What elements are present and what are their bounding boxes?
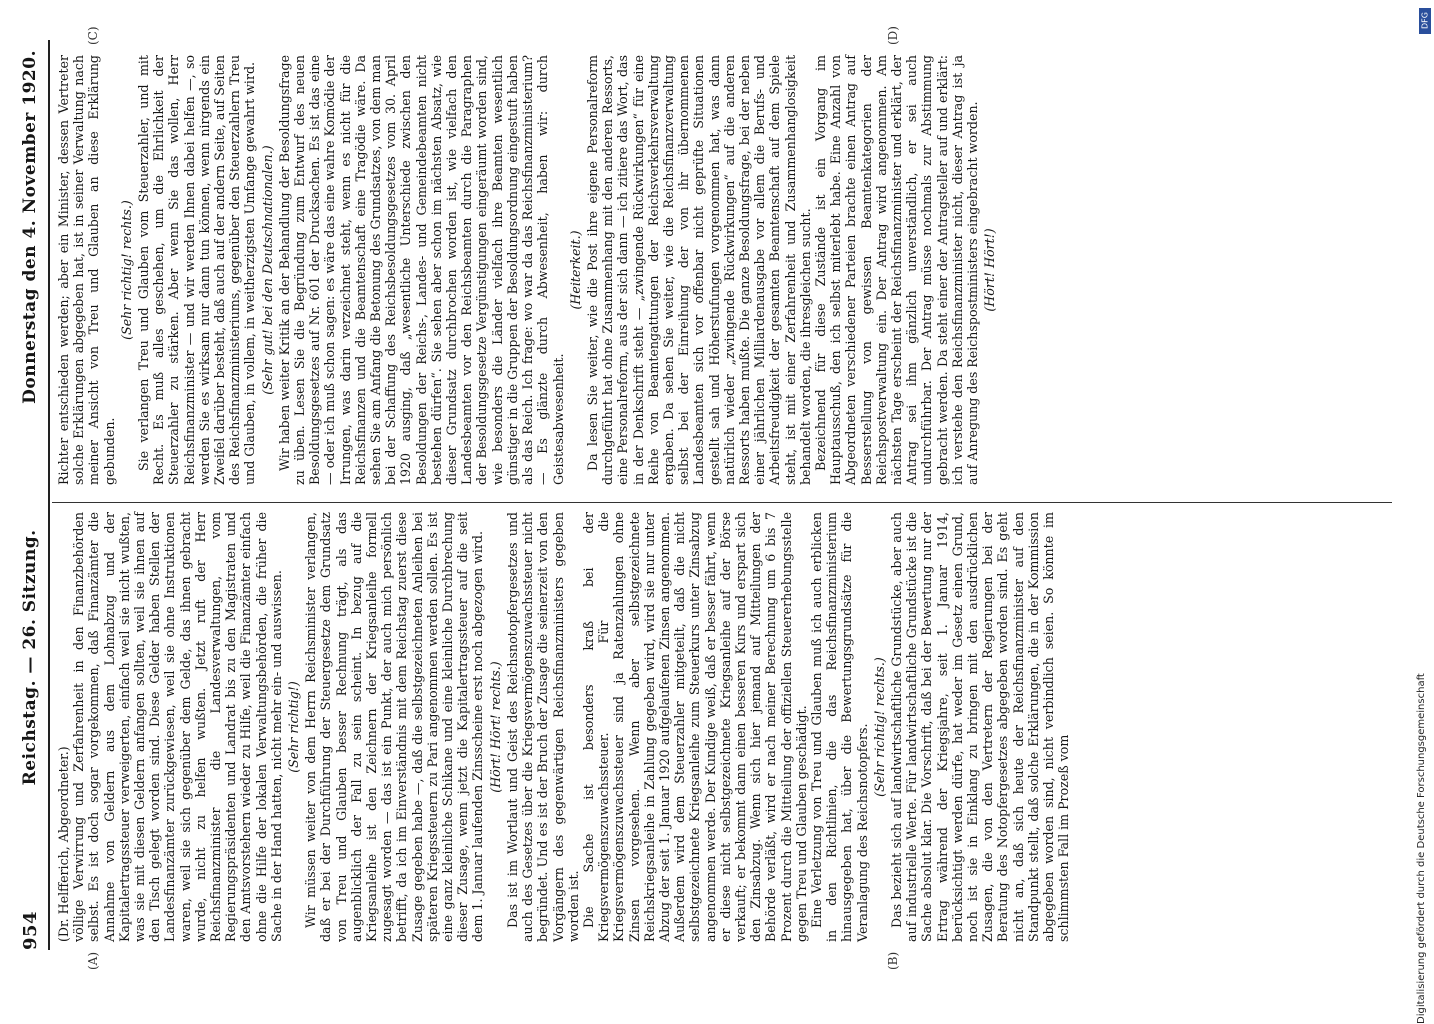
interjection: (Sehr richtig! rechts.)	[118, 200, 134, 340]
margin-letter-b: (B)	[886, 951, 900, 970]
paragraph: Da lesen Sie weiter, wie die Post ihre eigene Personalreform durchgeführt hat ohne Zusammenhang mit den anderen Ressorts, eine Personalreform, aus der sich dann — ich zitiere das Wort, das in der Denkschrift steht — „zwingende Rückwirkungen“ für eine Reihe von Beamtengattungen der Reichsverkehrsverwaltung ergaben. Da sehen Sie weiter, wie die Reichsfinanzverwaltung selbst bei der Einreihung der von ihr übernommenen Landesbeamten sich vor offenbar nicht geprüfte Situationen gestellt sah und Höherstufungen vorgenommen hat, was dann natürlich wieder „zwingende Rückwirkungen“ auf die anderen Ressorts haben mußte. Die ganze Besoldungsfrage, bei der neben einer jährlichen Milliardenausgabe vor allem die Berufs- und Arbeitsfreudigkeit der gesamten Beamtenschaft auf dem Spiele steht, ist mit einer Zerfahrenheit und Zusammenhanglosigkeit behandelt worden, die ihresgleichen sucht.	[584, 55, 813, 485]
paragraph: Wir haben weiter Kritik an der Behandlung der Besoldungsfrage zu üben. Lesen Sie die Begründung zum Entwurf des neuen Besoldungsgesetzes auf Nr. 601 der Drucksachen. Es ist das eine — oder ich muß schon sagen: es wäre das eine wahre Komödie der Irrungen, was darin verzeichnet steht, wenn es nicht für die Reichsfinanzen und die Beamtenschaft eine Tragödie wäre. Da sehen Sie am Anfang die Betonung des Grundsatzes, von dem man bei der Schaffung des Reichsbesoldungsgesetzes vom 30. April 1920 ausging, daß „wesentliche Unterschiede zwischen den Besoldungen der Reichs-, Landes- und Gemeindebeamten nicht bestehen dürfen“. Sie sehen aber schon im nächsten Absatz, wie dieser Grundsatz durchbrochen worden ist, wie vielfach den Landesbeamten vor den Reichsbeamten durch die Paragraphen der Besoldungsgesetze Vergünstigungen eingeräumt worden sind, wie besonders die Länder vielfach ihre Beamten wesentlich günstiger in die Gruppen der Besoldungsordnung eingestuft haben als das Reich. Ich frage: wo war da das Reichsfinanzministerium? — Es glänzte durch Abwesenheit, haben wir: durch Geistesabwesenheit.	[276, 55, 566, 485]
interjection: (Sehr gut! bei den Deutschnationalen.)	[259, 145, 275, 395]
interjection: (Sehr richtig! rechts.)	[871, 657, 887, 797]
session-date: Donnerstag den 4. November 1920.	[20, 50, 40, 404]
margin-letter-c: (C)	[86, 26, 100, 45]
paragraph: Wir müssen weiter von dem Herrn Reichsminister verlangen, daß er bei der Durchführung der Steuergesetze dem Grundsatz von Treu und Glauben besser Rechnung trägt, als das augenblicklich der Fall zu sein scheint. In bezug auf die Kriegsanleihe ist den Zeichnern der Kriegsanleihe formell zugesagt worden — das ist ein Punkt, der auch mich persönlich betrifft, da ich im Einverständnis mit dem Reichstag zuerst diese Zusage gegeben habe —, daß die selbstgezeichneten Anleihen bei späteren Kriegssteuern zu Pari angenommen werden sollen. Es ist eine ganz kleinliche Schikane und eine kleinliche Durchbrechung dieser Zusage, wenn jetzt die Kapitalertragssteuer auf die seit dem 1. Januar laufenden Zinsscheine erst noch abgezogen wird.	[303, 512, 486, 942]
interjection: (Sehr richtig!)	[286, 681, 302, 773]
paragraph: Bezeichnend für diese Zustände ist ein Vorgang im Hauptausschuß, den ich selbst miterlebt habe. Eine Anzahl von Abgeordneten verschiedener Parteien brachte einen Antrag auf Besserstellung von gewissen Beamtenkategorien der Reichspostverwaltung ein. Der Antrag wird angenommen. Am nächsten Tage erscheint der Reichsfinanzminister und erklärt, der Antrag sei ihm gänzlich unverständlich, er sei auch undurchführbar. Der Antrag müsse nochmals zur Abstimmung gebracht werden. Da steht einer der Antragsteller auf und erklärt: ich verstehe den Reichsfinanzminister nicht, dieser Antrag ist ja auf Anregung des Reichspostministers eingebracht worden.	[812, 55, 980, 485]
rotated-page-content	[6, 0, 1406, 990]
paragraph: Eine Verletzung von Treu und Glauben muß ich auch erblicken in den Richtlinien, die das Reichsfinanzministerium hinausgegeben hat, über die Bewertungsgrundsätze für die Veranlagung des Reichsnotopfers.	[808, 512, 870, 942]
dfg-logo: DFG	[1419, 8, 1431, 34]
interjection: (Heiterkeit.)	[567, 230, 583, 310]
page-number: 954	[19, 910, 41, 950]
paragraph: völlige Verwirrung und Zerfahrenheit in den Finanzbehörden selbst. Es ist doch sogar vorgekommen, daß Finanzämter die Annahme von Geldern aus dem Lohnabzug und der Kapitalertragssteuer verweigerten, einfach weil sie nicht wußten, was sie mit diesen Geldern anfangen sollten, weil sie ihnen auf den Tisch gelegt worden sind. Diese Gelder haben Stellen der Landesfinanzämter zurückgewiesen, weil sie ohne Instruktionen waren, weil sie sich gegenüber dem Gelde, das ihnen gebracht wurde, nicht zu helfen wußten. Jetzt ruft der Herr Reichsfinanzminister die Landesverwaltungen, vom Regierungspräsidenten und Landrat bis zu den Magistraten und den Amtsvorstehern wieder zu Hilfe, weil die Finanzämter einfach ohne die Hilfe der lokalen Verwaltungsbehörden, die früher die Sache in der Hand hatten, nicht mehr ein- und auswissen.	[71, 512, 284, 942]
session-title: Reichstag. — 26. Sitzung.	[20, 529, 40, 786]
left-column	[56, 512, 1071, 942]
speaker-line: (Dr. Helfferich, Abgeordneter.)	[56, 746, 71, 942]
digitization-credit	[1416, 8, 1432, 1024]
header-rule	[48, 40, 50, 950]
paragraph: Das bezieht sich auf landwirtschaftliche Grundstücke, aber auch auf industrielle Werte. Für landwirtschaftliche Grundstücke ist die Sache absolut klar. Die Vorschrift, daß bei der Bewertung nur der Ertrag während der Kriegsjahre, seit 1. Januar 1914, berücksichtigt werden dürfe, hat weder im Gesetz einen Grund, noch ist sie in Einklang zu bringen mit den ausdrücklichen Zusagen, die von den Vertretern der Regierungen bei der Beratung des Notopfergesetzes abgegeben worden sind. Es geht nicht an, daß sich heute der Reichsfinanzminister auf den Standpunkt stellt, daß solche Erklärungen, die in der Kommission abgegeben worden sind, nicht verbindlich seien. So könnte im schlimmsten Fall im Prozeß vom	[888, 512, 1072, 942]
credit-text: Digitalisierung gefördert durch die Deutsche Forschungsgemeinschaft	[1416, 673, 1427, 1024]
page-header	[14, 50, 46, 950]
paragraph: Die Sache ist besonders kraß bei der Kriegsvermögenszuwachssteuer. Für die Kriegsvermögenszuwachssteuer sind ja Ratenzahlungen ohne Zinsen vorgesehen. Wenn aber selbstgezeichnete Reichskriegsanleihe in Zahlung gegeben wird, wird sie nur unter Abzug der seit 1. Januar 1920 aufgelaufenen Zinsen angenommen. Außerdem wird dem Steuerzahler mitgeteilt, daß die nicht selbstgezeichnete Kriegsanleihe zum Steuerkurs unter Zinsabzug angenommen werde. Der Kundige weiß, daß er besser fährt, wenn er diese nicht selbstgezeichnete Kriegsanleihe auf der Börse verkauft; er bekommt dann einen besseren Kurs und erspart sich den Zinsabzug. Wenn sich hier jemand auf Mitteilungen der Behörde verläßt, wird er nach meiner Berechnung um 6 bis 7 Prozent durch die Mitteilung der offiziellen Steuererhebungsstelle gegen Treu und Glauben geschädigt.	[580, 512, 809, 942]
paragraph: Sie verlangen Treu und Glauben vom Steuerzahler, und mit Recht. Es muß alles geschehen, um die Ehrlichkeit der Steuerzahler zu stärken. Aber wenn Sie das wollen, Herr Reichsfinanzminister — und wir werden Ihnen dabei helfen —, so werden Sie es wirksam nur dann tun können, wenn nirgends ein Zweifel darüber besteht, daß auch auf der andern Seite, auf Seiten des Reichsfinanzministeriums, gegenüber den Steuerzahlern Treu und Glauben, in vollem, in weitherzigsten Umfange gewahrt wird.	[136, 55, 258, 485]
paragraph: Richter entschieden werden; aber ein Minister, dessen Vertreter solche Erklärungen abgegeben hat, ist in seiner Verwaltung nach meiner Ansicht von Treu und Glauben an diese Erklärung gebunden.	[56, 55, 117, 485]
interjection: (Hört! Hört!)	[982, 228, 998, 312]
interjection: (Hört! Hört! rechts.)	[487, 661, 503, 793]
margin-letter-a: (A)	[86, 951, 100, 970]
column-divider	[52, 502, 1392, 503]
margin-letter-d: (D)	[886, 26, 900, 45]
paragraph: Das ist im Wortlaut und Geist des Reichsnotopfergesetzes und auch des Gesetzes über die Kriegsvermögenszuwachssteuer nicht begründet. Und es ist der Bruch der Zusage die seinerzeit von den Vorgängern des gegenwärtigen Reichsfinanzministers gegeben worden ist.	[504, 512, 581, 942]
right-column	[56, 55, 999, 485]
